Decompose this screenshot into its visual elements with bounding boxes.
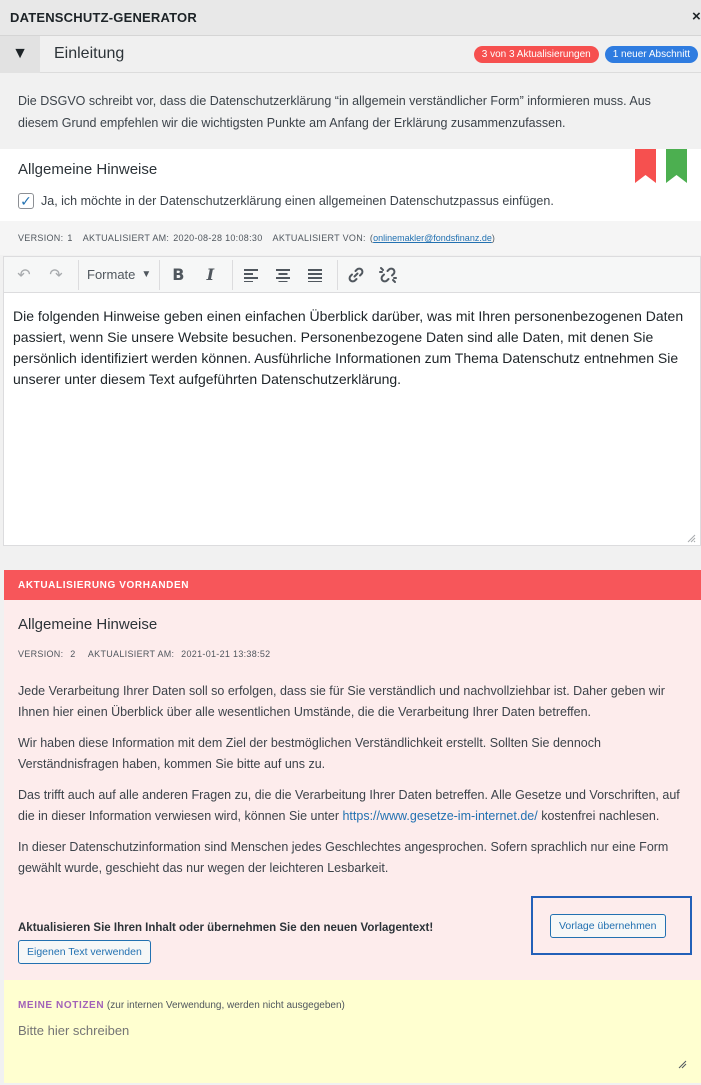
update-version-label: VERSION:	[18, 649, 64, 659]
updated-by-label: AKTUALISIERT VON:	[272, 233, 366, 243]
caret-down-icon: ▼	[141, 269, 152, 280]
update-available-bar: AKTUALISIERUNG VORHANDEN	[4, 570, 701, 600]
resize-handle-icon[interactable]	[677, 1059, 687, 1069]
section-title: Einleitung	[54, 45, 125, 62]
take-template-button[interactable]: Vorlage übernehmen	[550, 914, 666, 938]
use-own-text-button[interactable]: Eigenen Text verwenden	[18, 940, 151, 964]
update-paragraph-4: In dieser Datenschutzinformation sind Menschen jedes Geschlechtes angesprochen. Sofern sprachlich nur eine Form gewählt wurde, geschieht das nur wegen der leichteren Lesbarkeit.	[18, 840, 669, 875]
align-justify-icon[interactable]	[301, 261, 329, 289]
updated-by-link[interactable]: onlinemakler@fondsfinanz.de	[373, 233, 492, 243]
update-paragraph-3-start: Das trifft auch auf alle anderen Fragen zu, die die Verarbeitung Ihrer Daten betreffen. Alle Gesetze und Vorschriften, auf die in dieser Information verwiesen wird, können Sie unter	[18, 788, 680, 823]
notes-textarea[interactable]	[18, 1023, 688, 1073]
notes-subtitle: (zur internen Verwendung, werden nicht ausgegeben)	[106, 1000, 345, 1011]
gesetze-link[interactable]: https://www.gesetze-im-internet.de/	[342, 809, 538, 823]
align-center-icon[interactable]	[269, 261, 297, 289]
red-bookmark-icon	[635, 149, 656, 183]
intro-text: Die DSGVO schreibt vor, dass die Datenschutzerklärung “in allgemein verständlicher Form” informieren muss. Aus diesem Grund empfehlen wir die wichtigsten Punkte am Anfang der Erklärung zusammenzufassen.	[0, 73, 701, 149]
redo-icon[interactable]: ↷	[49, 266, 63, 284]
collapse-toggle-icon[interactable]: ▼	[0, 36, 40, 73]
updated-label: AKTUALISIERT AM:	[82, 233, 170, 243]
editor-content[interactable]: Die folgenden Hinweise geben einen einfachen Überblick darüber, was mit Ihren personenbezogenen Daten passiert, wenn Sie unsere Website besuchen. Personenbezogene Daten sind alle Daten, mit denen Sie persönlich identifiziert werden können. Ausführliche Informationen zum Thema Datenschutz entnehmen Sie unserer unter diesem Text aufgeführten Datenschutzerklärung.	[13, 308, 684, 387]
green-bookmark-icon	[666, 149, 687, 183]
toolbar-divider	[232, 260, 233, 290]
toolbar-divider	[78, 260, 79, 290]
notes-section	[4, 980, 701, 1083]
update-updated-value: 2021-01-21 13:38:52	[181, 649, 271, 659]
hint-block	[0, 149, 701, 221]
unlink-icon[interactable]	[374, 261, 402, 289]
notes-title: MEINE NOTIZEN	[18, 1000, 105, 1011]
rich-text-editor[interactable]	[3, 256, 701, 546]
update-cta: Aktualisieren Sie Ihren Inhalt oder übernehmen Sie den neuen Vorlagentext!	[18, 922, 434, 934]
update-updated-label: AKTUALISIERT AM:	[87, 649, 175, 659]
close-icon[interactable]: ×	[692, 8, 701, 25]
panel-header	[0, 0, 701, 36]
hint-title: Allgemeine Hinweise	[18, 161, 158, 178]
link-icon[interactable]	[342, 261, 370, 289]
updated-by-close-paren: )	[491, 233, 496, 243]
version-meta	[0, 221, 701, 255]
italic-icon[interactable]: I	[206, 265, 215, 284]
version-value: 1	[67, 233, 73, 243]
update-title: Allgemeine Hinweise	[18, 616, 158, 633]
editor-toolbar	[4, 257, 700, 293]
panel-title: DATENSCHUTZ-GENERATOR	[10, 10, 197, 25]
new-section-badge: 1 neuer Abschnitt	[605, 46, 698, 63]
updates-badge: 3 von 3 Aktualisierungen	[474, 46, 599, 63]
update-paragraph-1: Jede Verarbeitung Ihrer Daten soll so erfolgen, dass sie für Sie verständlich und nachvollziehbar ist. Daher geben wir Ihnen hier einen Überblick über alle wesentlichen Umstände, die die Verarbeitung Ihrer Daten betreffen.	[18, 684, 665, 719]
update-paragraph-3-end: kostenfrei nachlesen.	[537, 809, 660, 823]
include-passage-label[interactable]: Ja, ich möchte in der Datenschutzerklärung einen allgemeinen Datenschutzpassus einfügen.	[41, 194, 554, 208]
update-paragraph-2: Wir haben diese Information mit dem Ziel der bestmöglichen Verständlichkeit erstellt. Sollten Sie dennoch Verständnisfragen haben, kommen Sie bitte auf uns zu.	[18, 736, 601, 771]
formats-label: Formate	[87, 267, 136, 282]
update-meta	[18, 644, 687, 665]
badge-group	[474, 46, 698, 63]
updated-value: 2020-08-28 10:08:30	[173, 233, 263, 243]
status-ribbons	[635, 149, 687, 183]
section-header-einleitung[interactable]	[0, 36, 701, 73]
undo-icon[interactable]: ↶	[17, 266, 31, 284]
bold-icon[interactable]: B	[172, 265, 185, 284]
update-version-value: 2	[70, 649, 76, 659]
include-passage-checkbox-row[interactable]	[18, 193, 683, 209]
align-left-icon[interactable]	[237, 261, 265, 289]
toolbar-divider	[159, 260, 160, 290]
notes-header	[18, 1000, 687, 1011]
toolbar-divider	[337, 260, 338, 290]
formats-dropdown[interactable]	[83, 267, 155, 282]
update-paragraph-3	[18, 785, 687, 827]
version-label: VERSION:	[18, 233, 64, 243]
include-passage-checkbox[interactable]: ✓	[18, 193, 34, 209]
updated-by-open-paren: (	[369, 233, 374, 243]
resize-handle-icon[interactable]	[686, 533, 696, 543]
